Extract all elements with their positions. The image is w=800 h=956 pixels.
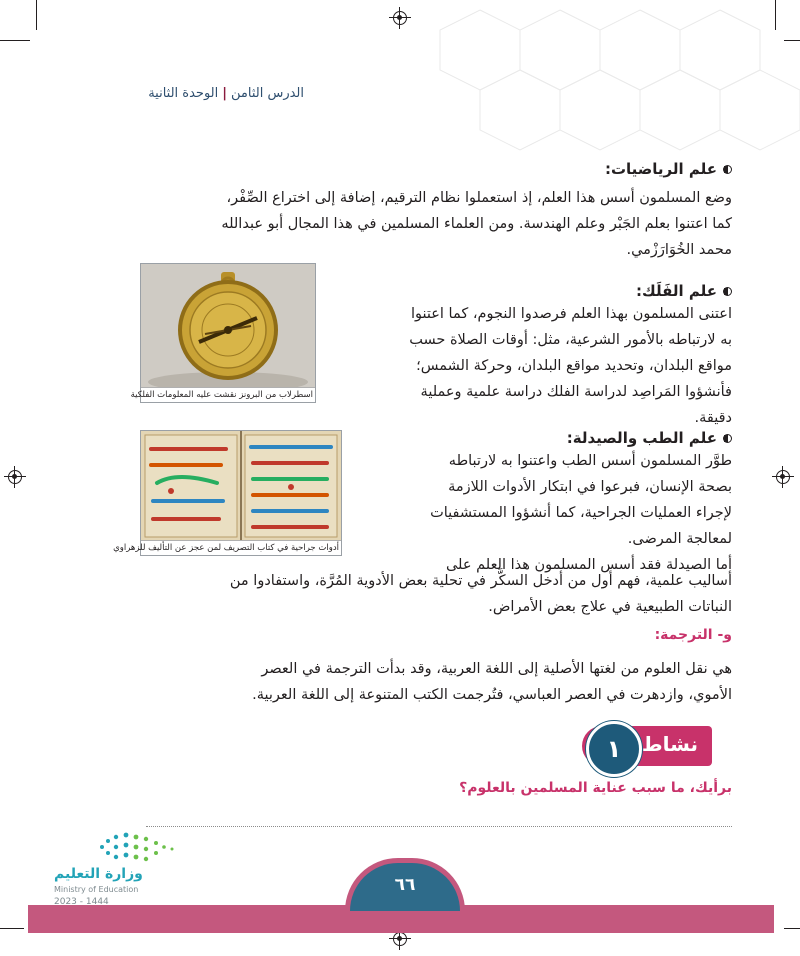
- lesson-label: الدرس الثامن: [231, 86, 304, 101]
- pharmacy-paragraph: [68, 568, 732, 620]
- text-line: لإجراء العمليات الجراحية، كما أنشؤوا المستشفيات: [430, 505, 732, 521]
- crop-mark: [0, 928, 24, 929]
- medicine-heading: [567, 429, 732, 447]
- text-line: هي نقل العلوم من لغتها الأصلية إلى اللغة العربية، وقد بدأت الترجمة في العصر: [261, 661, 732, 677]
- ministry-name-en: Ministry of Education: [54, 885, 139, 894]
- bullet-icon: [723, 287, 732, 296]
- ministry-name-ar: وزارة التعليم: [54, 866, 143, 882]
- text-line: لمعالجة المرضى.: [627, 531, 732, 547]
- text-line: أما الصيدلة فقد أسس المسلمون هذا العلم على: [445, 557, 732, 573]
- page-number-tab: [345, 858, 465, 911]
- unit-label: الوحدة الثانية: [148, 86, 219, 101]
- math-heading: [605, 160, 732, 178]
- page-header: [44, 86, 304, 101]
- medicine-heading-text: علم الطب والصيدلة:: [566, 429, 717, 447]
- activity-question: برأيك، ما سبب عناية المسلمين بالعلوم؟: [459, 780, 732, 796]
- ministry-dots-icon: [96, 827, 186, 867]
- bullet-icon: [723, 165, 732, 174]
- activity-number: ١: [586, 721, 642, 777]
- astrolabe-caption: اسطرلاب من البرونز نقشت عليه المعلومات الفلكية: [141, 387, 315, 402]
- astronomy-heading: [636, 282, 732, 300]
- text-line: النباتات الطبيعية في علاج بعض الأمراض.: [488, 599, 732, 615]
- text-line: به لارتباطه بالأمور الشرعية، مثل: أوقات الصلاة حسب: [409, 332, 732, 348]
- header-separator: |: [222, 86, 227, 101]
- text-line: الأموي، وازدهرت في العصر العباسي، فتُرجمت الكتب المتنوعة إلى اللغة العربية.: [252, 687, 732, 703]
- surgical-tools-image: [113, 430, 342, 556]
- text-line: طوَّر المسلمون أسس الطب واعتنوا به لارتباطه: [448, 453, 732, 469]
- registration-mark-icon: [8, 470, 22, 484]
- bullet-icon: [723, 434, 732, 443]
- text-line: مواقع البلدان، وتحديد مواقع البلدان، وحركة الشمس؛: [416, 358, 732, 374]
- text-line: أساليب علمية، فهم أول من أدخل السكَّر في تحلية بعض الأدوية المُرَّة، واستفادوا من: [229, 573, 732, 589]
- text-line: كما اعتنوا بعلم الجَبْر وعلم الهندسة. ومن العلماء المسلمين في هذا المجال أبو عبدالله: [221, 216, 732, 232]
- crop-mark: [36, 0, 37, 30]
- astrolabe-image: [130, 263, 316, 403]
- medicine-paragraph: [344, 448, 732, 578]
- text-line: بصحة الإنسان، فبرعوا في ابتكار الأدوات اللازمة: [448, 479, 732, 495]
- edition-year: 2023 - 1444: [54, 897, 109, 907]
- ministry-logo: [50, 823, 160, 913]
- astronomy-paragraph: [320, 301, 732, 431]
- astrolabe-icon: [141, 264, 315, 388]
- text-line: فأنشؤوا المَراصِد لدراسة الفلك دراسة علمية وعملية: [420, 384, 732, 400]
- math-paragraph: [68, 185, 732, 263]
- registration-mark-icon: [393, 11, 407, 25]
- math-heading-text: علم الرياضيات:: [604, 160, 717, 178]
- surgical-tools-icon: [141, 431, 341, 541]
- astronomy-heading-text: علم الفَلَك:: [635, 282, 717, 300]
- page-number: ٦٦: [394, 875, 416, 895]
- registration-mark-icon: [393, 932, 407, 946]
- crop-mark: [0, 40, 30, 41]
- activity-label: نشاط: [641, 732, 698, 756]
- text-line: اعتنى المسلمون بهذا العلم فرصدوا النجوم، كما اعتنوا: [411, 306, 732, 322]
- geometric-pattern: [440, 0, 800, 170]
- text-line: دقيقة.: [694, 410, 732, 426]
- text-line: وضع المسلمون أسس هذا العلم، إذ استعملوا نظام الترقيم، إضافة إلى اختراع الصِّفْر،: [226, 190, 732, 206]
- translation-paragraph: [68, 656, 732, 708]
- translation-heading: و- الترجمة:: [654, 627, 732, 643]
- registration-mark-icon: [776, 470, 790, 484]
- answer-line[interactable]: [146, 826, 732, 827]
- text-line: محمد الخُوَارَزْمي.: [626, 242, 732, 258]
- crop-mark: [784, 928, 800, 929]
- surgical-tools-caption: أدوات جراحية في كتاب التصريف لمن عجز عن التأليف للزهراوي: [141, 540, 341, 555]
